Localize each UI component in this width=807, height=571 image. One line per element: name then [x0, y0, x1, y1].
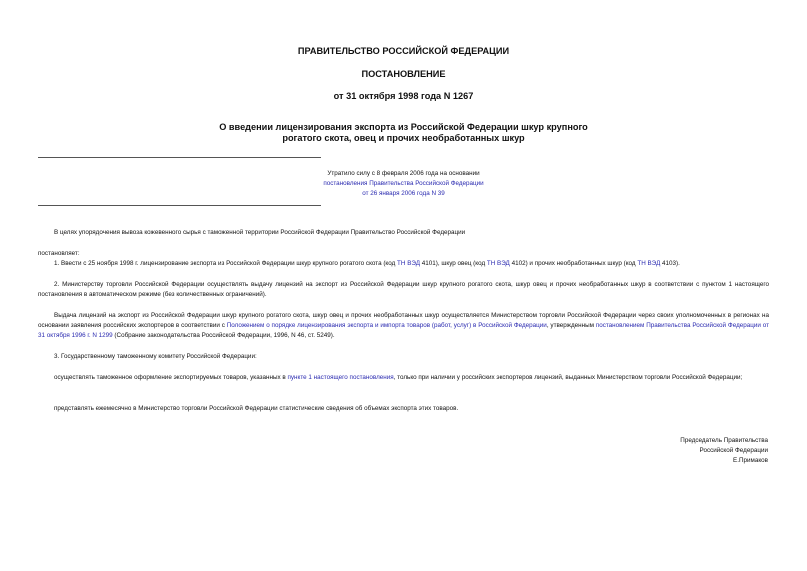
p3-text-b: , утвержденным — [546, 322, 596, 329]
divider-top — [38, 157, 321, 158]
government-heading: ПРАВИТЕЛЬСТВО РОССИЙСКОЙ ФЕДЕРАЦИИ — [297, 46, 510, 56]
repeal-decree-date-link[interactable]: от 26 января 2006 года N 39 — [362, 190, 445, 197]
decrees-word: постановляет: — [38, 250, 80, 257]
licensing-regulation-link[interactable]: Положением о порядке лицензирования экспорта и импорта товаров (работ, услуг) в Российской Федерации — [226, 322, 547, 329]
tn-ved-link-2[interactable]: ТН ВЭД — [486, 260, 510, 267]
paragraph-statistics: представлять ежемесячно в Министерство торговли Российской Федерации статистические сведения об объемах экспорта этих товаров. — [54, 405, 459, 412]
document-type-heading: ПОСТАНОВЛЕНИЕ — [361, 69, 446, 79]
signature-block — [680, 436, 768, 466]
paragraph-customs-clearance — [38, 373, 769, 383]
paragraph-1 — [38, 259, 785, 269]
divider-bottom — [38, 205, 321, 206]
paragraph-2: 2. Министерству торговли Российской Федерации осуществлять выдачу лицензий на экспорт из Российской Федерации шкур крупного рогатого скота, шкур овец и прочих необработанных шкур в соответствии с пунктом 1 настоящего постановления в автоматическом режиме (без количественных ограничений). — [38, 281, 769, 298]
title-line-1: О введении лицензирования экспорта из Российской Федерации шкур крупного — [219, 122, 588, 132]
signature-title-2: Российской Федерации — [699, 447, 768, 454]
signature-name: Е.Примаков — [733, 457, 768, 464]
status-note — [0, 169, 807, 199]
paragraph-customs: 3. Государственному таможенному комитету Российской Федерации: — [54, 353, 257, 360]
document-title — [0, 122, 807, 144]
signature-title: Председатель Правительства — [680, 437, 768, 444]
document-date-number: от 31 октября 1998 года N 1267 — [333, 91, 474, 101]
p5-text-a: осуществлять таможенное оформление экспортируемых товаров, указанных в — [54, 374, 288, 381]
tn-ved-link-1[interactable]: ТН ВЭД — [397, 260, 420, 267]
p3-text-a: Выдача лицензий на экспорт из Российской Федерации шкур крупного рогатого скота, шкур овец и прочих необработанных шкур осуществляется Министерством торговли Российской Федерации через своих уполномоченных в регионах на основании заявления российских экспортеров в соответствии с — [38, 312, 769, 329]
point-1-link[interactable]: пункте 1 настоящего постановления — [287, 374, 394, 381]
decree-1299-link[interactable]: постановлением Правительства Российской Федерации от 31 октября 1996 г. N 1299 — [38, 322, 769, 339]
repeal-decree-link[interactable]: постановления Правительства Российской Федерации — [323, 180, 484, 187]
p3-text-c: (Собрание законодательства Российской Федерации, 1996, N 46, ст. 5249). — [112, 332, 335, 339]
p1-text-c: 4102) и прочих необработанных шкур (код — [509, 260, 638, 267]
p5-text-b: , только при наличии у российских экспортеров лицензий, выданных Министерством торговли Российской Федерации; — [393, 374, 743, 381]
status-note-text: Утратило силу с 8 февраля 2006 года на основании — [327, 170, 480, 177]
p1-text-a: 1. Ввести с 25 ноября 1998 г. лицензирование экспорта из Российской Федерации шкур крупного рогатого скота (код — [54, 260, 398, 267]
title-line-2: рогатого скота, овец и прочих необработанных шкур — [282, 133, 525, 143]
p1-text-b: 4101), шкур овец (код — [419, 260, 487, 267]
paragraph-3 — [38, 311, 769, 341]
tn-ved-link-3[interactable]: ТН ВЭД — [637, 260, 661, 267]
intro-paragraph: В целях упорядочения вывоза кожевенного сырья с таможенной территории Российской Федерации Правительство Российской Федерации — [54, 229, 466, 236]
p1-text-d: 4103). — [660, 260, 680, 267]
